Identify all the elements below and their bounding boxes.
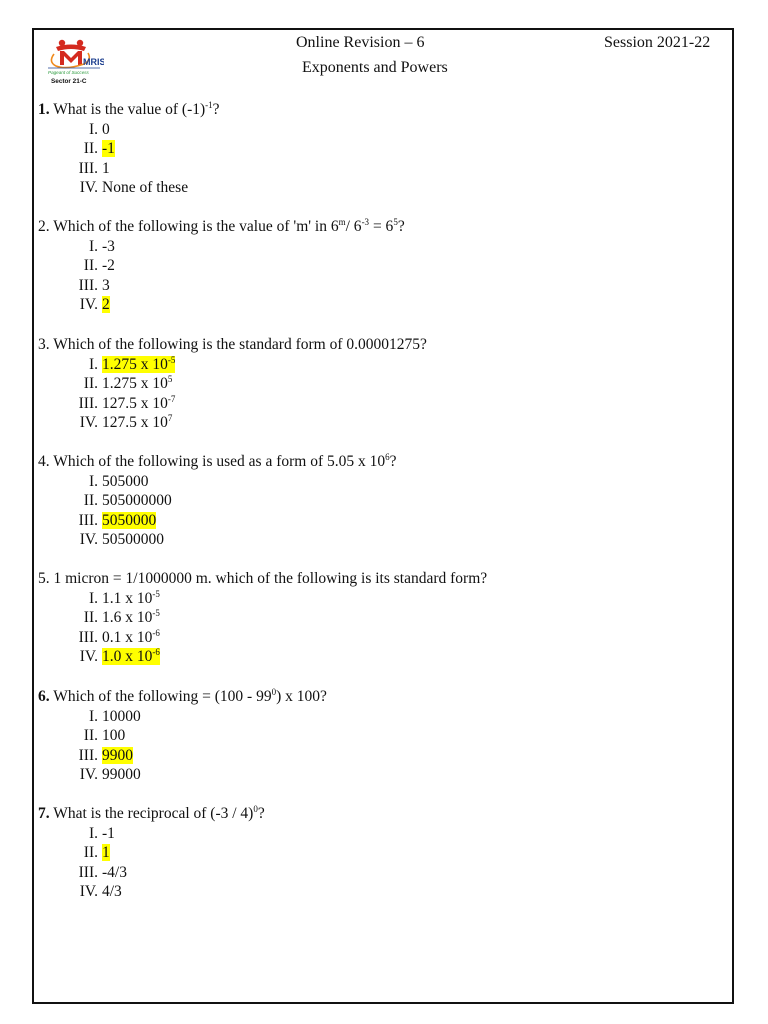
option[interactable] bbox=[38, 882, 265, 902]
option-numeral: I. bbox=[88, 472, 98, 490]
option-numeral: II. bbox=[83, 375, 98, 393]
option[interactable] bbox=[38, 863, 265, 883]
highlighted-answer: 5050000 bbox=[102, 511, 157, 529]
option-numeral: IV. bbox=[79, 883, 98, 901]
question-number: 7. bbox=[38, 805, 50, 822]
option[interactable] bbox=[38, 530, 397, 550]
question-stem bbox=[38, 100, 220, 120]
question-number: 6. bbox=[38, 688, 50, 705]
option-numeral: III. bbox=[78, 863, 98, 881]
question-text-end: ? bbox=[389, 453, 397, 470]
exponent: -1 bbox=[205, 100, 213, 110]
option-numeral: III. bbox=[78, 628, 98, 646]
question-number: 5. bbox=[38, 570, 50, 587]
option-text: 50500000 bbox=[102, 531, 164, 549]
question-3 bbox=[38, 335, 427, 433]
option-numeral: I. bbox=[88, 589, 98, 607]
option-numeral: I. bbox=[88, 824, 98, 842]
option-text: None of these bbox=[102, 179, 189, 197]
highlighted-answer: 2 bbox=[102, 296, 110, 314]
exponent: 7 bbox=[167, 413, 173, 424]
option[interactable] bbox=[38, 276, 405, 296]
question-text-end: ? bbox=[397, 218, 405, 235]
option-numeral: I. bbox=[88, 707, 98, 725]
option-text: 505000000 bbox=[102, 492, 172, 510]
exponent: -5 bbox=[152, 588, 160, 599]
option-numeral: IV. bbox=[79, 531, 98, 549]
question-5 bbox=[38, 569, 487, 667]
option-text: 127.5 x 10 bbox=[102, 394, 168, 412]
option-numeral: III. bbox=[78, 159, 98, 177]
question-number: 4. bbox=[38, 453, 50, 470]
question-text-end: ) x 100? bbox=[276, 688, 327, 705]
option-correct[interactable] bbox=[38, 746, 327, 766]
option-text: 1.275 x 10 bbox=[102, 355, 168, 373]
question-text: / 6 bbox=[345, 218, 362, 235]
option-numeral: IV. bbox=[79, 414, 98, 432]
option[interactable] bbox=[38, 374, 427, 394]
option-correct[interactable] bbox=[38, 139, 220, 159]
option-numeral: IV. bbox=[79, 648, 98, 666]
option-text: 99000 bbox=[102, 766, 141, 784]
exponent: -5 bbox=[152, 608, 160, 619]
option[interactable] bbox=[38, 256, 405, 276]
session-label: Session 2021-22 bbox=[604, 34, 711, 51]
question-text-end: ? bbox=[257, 805, 265, 822]
option-text: 1.0 x 10 bbox=[102, 648, 153, 666]
exponent: -3 bbox=[361, 217, 370, 227]
option-text: -4/3 bbox=[102, 863, 127, 881]
option[interactable] bbox=[38, 726, 327, 746]
question-text: Which of the following is used as a form of 5.05 x 10 bbox=[49, 453, 386, 470]
option-text: 0.1 x 10 bbox=[102, 628, 153, 646]
highlighted-answer bbox=[102, 356, 175, 373]
exponent: -6 bbox=[152, 627, 160, 638]
option[interactable] bbox=[38, 491, 397, 511]
option[interactable] bbox=[38, 472, 397, 492]
option-numeral: II. bbox=[83, 844, 98, 862]
option-correct[interactable] bbox=[38, 843, 265, 863]
option[interactable] bbox=[38, 628, 487, 648]
question-text: What is the value of (-1) bbox=[49, 101, 206, 118]
option-text: -3 bbox=[102, 237, 115, 255]
exponent: 5 bbox=[393, 217, 398, 227]
option[interactable] bbox=[38, 237, 405, 257]
question-text: Which of the following = (100 - 99 bbox=[49, 688, 272, 705]
question-text-end: ? bbox=[212, 101, 220, 118]
option-numeral: IV. bbox=[79, 179, 98, 197]
question-1 bbox=[38, 100, 220, 198]
exponent: 0 bbox=[253, 804, 258, 814]
question-number: 3. bbox=[38, 336, 50, 353]
option-text: 4/3 bbox=[102, 883, 122, 901]
option[interactable] bbox=[38, 707, 327, 727]
option-numeral: IV. bbox=[79, 766, 98, 784]
highlighted-answer: 1 bbox=[102, 844, 110, 862]
option-text: 127.5 x 10 bbox=[102, 414, 168, 432]
option-numeral: I. bbox=[88, 237, 98, 255]
highlighted-answer: -1 bbox=[102, 140, 115, 158]
revision-title: Online Revision – 6 bbox=[296, 34, 425, 51]
question-6 bbox=[38, 687, 327, 785]
option-text: 505000 bbox=[102, 472, 149, 490]
question-stem bbox=[38, 569, 487, 589]
option-text: 100 bbox=[102, 727, 126, 745]
question-stem bbox=[38, 804, 265, 824]
question-2 bbox=[38, 217, 405, 315]
option-numeral: I. bbox=[88, 355, 98, 373]
exponent: 0 bbox=[271, 687, 277, 697]
topic-subtitle: Exponents and Powers bbox=[302, 59, 448, 76]
question-stem bbox=[38, 217, 405, 237]
option-text: 1 bbox=[102, 159, 110, 177]
option-numeral: III. bbox=[78, 394, 98, 412]
option-correct[interactable] bbox=[38, 295, 405, 315]
question-4 bbox=[38, 452, 397, 550]
question-text: Which of the following is the standard form of 0.00001275? bbox=[49, 336, 427, 353]
option[interactable] bbox=[38, 394, 427, 414]
mris-logo-icon bbox=[42, 38, 104, 88]
option-numeral: II. bbox=[83, 727, 98, 745]
option-numeral: III. bbox=[78, 746, 98, 764]
question-stem bbox=[38, 687, 327, 707]
exponent: 6 bbox=[385, 452, 390, 462]
option-numeral: II. bbox=[83, 257, 98, 275]
question-text: = 6 bbox=[369, 218, 394, 235]
question-number: 2. bbox=[38, 218, 50, 235]
exponent: -6 bbox=[152, 647, 160, 658]
option[interactable] bbox=[38, 765, 327, 785]
logo-tagline: Pageant of Success bbox=[48, 70, 89, 75]
option-numeral: IV. bbox=[79, 296, 98, 314]
option-numeral: I. bbox=[88, 120, 98, 138]
option[interactable] bbox=[38, 589, 487, 609]
question-text: What is the reciprocal of (-3 / 4) bbox=[49, 805, 254, 822]
question-text: Which of the following is the value of 'm' in 6 bbox=[49, 218, 339, 235]
option-text: -1 bbox=[102, 824, 115, 842]
option-numeral: II. bbox=[83, 492, 98, 510]
option[interactable] bbox=[38, 608, 487, 628]
highlighted-answer bbox=[102, 648, 160, 665]
option-text: 3 bbox=[102, 276, 110, 294]
option-text: 1.6 x 10 bbox=[102, 609, 153, 627]
option[interactable] bbox=[38, 159, 220, 179]
question-stem bbox=[38, 335, 427, 355]
question-text: 1 micron = 1/1000000 m. which of the following is its standard form? bbox=[49, 570, 488, 587]
option[interactable] bbox=[38, 120, 220, 140]
exponent: -7 bbox=[167, 393, 176, 404]
highlighted-answer: 9900 bbox=[102, 746, 133, 764]
option-text: 1.275 x 10 bbox=[102, 375, 168, 393]
logo-branch: Sector 21-C bbox=[51, 78, 87, 85]
option-text: -2 bbox=[102, 257, 115, 275]
question-stem bbox=[38, 452, 397, 472]
question-number: 1. bbox=[38, 101, 50, 118]
option-numeral: III. bbox=[78, 276, 98, 294]
school-logo bbox=[42, 38, 104, 88]
exponent: -5 bbox=[167, 354, 176, 365]
exponent: m bbox=[338, 217, 346, 227]
question-7 bbox=[38, 804, 265, 902]
option[interactable] bbox=[38, 824, 265, 844]
option-text: 0 bbox=[102, 120, 110, 138]
option[interactable] bbox=[38, 178, 220, 198]
option[interactable] bbox=[38, 413, 427, 433]
option-numeral: III. bbox=[78, 511, 98, 529]
logo-letters: MRIS bbox=[83, 57, 104, 67]
option-text: 1.1 x 10 bbox=[102, 589, 153, 607]
option-numeral: II. bbox=[83, 140, 98, 158]
option-correct[interactable] bbox=[38, 511, 397, 531]
exponent: 5 bbox=[167, 374, 173, 385]
option-text: 10000 bbox=[102, 707, 141, 725]
option-correct[interactable] bbox=[38, 355, 427, 375]
option-correct[interactable] bbox=[38, 647, 487, 667]
option-numeral: II. bbox=[83, 609, 98, 627]
